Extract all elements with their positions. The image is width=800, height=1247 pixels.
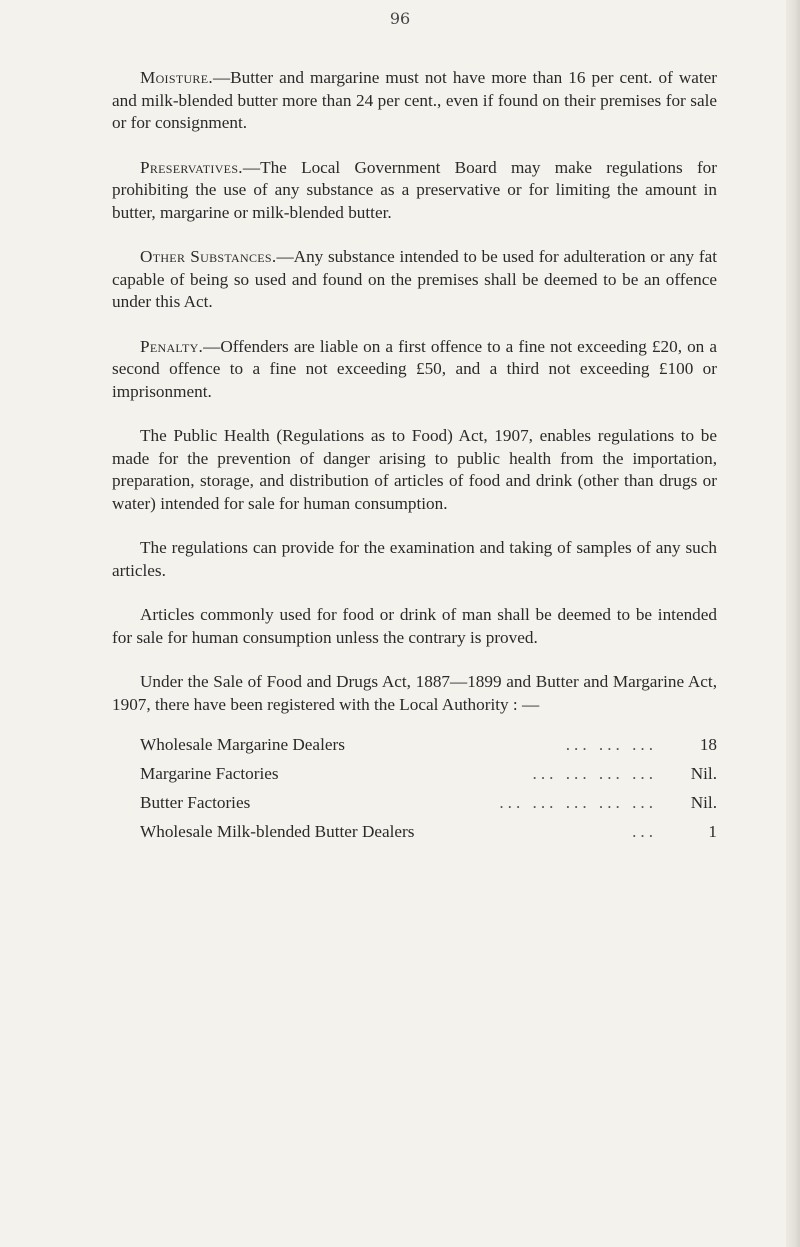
leader-dots: ... ... ... ... — [532, 764, 657, 783]
leader-dots: ... ... ... — [565, 735, 657, 754]
paragraph-text: Under the Sale of Food and Drugs Act, 1887—1899 and Butter and Margarine Act, 1907, there have been registered with the Local Authority : — — [112, 672, 717, 714]
paragraph-heading: Other Substances. — [140, 247, 277, 266]
registration-value: 1 — [708, 822, 717, 841]
paragraph-text: The regulations can provide for the examination and taking of samples of any such articles. — [112, 538, 717, 580]
leader-dots: ... — [632, 822, 657, 841]
registration-row — [140, 821, 717, 850]
page-number: 96 — [389, 9, 411, 28]
paragraph-preservatives — [112, 157, 717, 225]
paragraph-penalty — [112, 336, 717, 404]
registration-row — [140, 734, 717, 763]
registration-row — [140, 792, 717, 821]
registration-label: Wholesale Milk-blended Butter Dealers — [140, 822, 415, 841]
registration-row — [140, 763, 717, 792]
page-body — [112, 67, 717, 850]
registration-label: Butter Factories — [140, 793, 251, 812]
paragraph-other-substances — [112, 246, 717, 314]
registration-list — [112, 734, 717, 850]
page-edge-shadow — [786, 0, 800, 1247]
paragraph-text: —Offenders are liable on a first offence to a fine not exceeding £20, on a second offence to a fine not exceeding £50, and a third not exceeding £100 or imprisonment. — [112, 336, 717, 401]
registration-label: Wholesale Margarine Dealers — [140, 735, 345, 754]
paragraph-text: —Any substance intended to be used for adulteration or any fat capable of being so used and found on the premises shall be deemed to be an offence under this Act. — [112, 247, 717, 311]
leader-dots: ... ... ... ... ... — [499, 793, 657, 812]
paragraph-text: Articles commonly used for food or drink of man shall be deemed to be intended for sale for human consumption unless the contrary is proved. — [112, 605, 717, 647]
paragraph-articles-deemed — [112, 604, 717, 649]
paragraph-heading: Penalty. — [140, 336, 204, 356]
paragraph-text: The Public Health (Regulations as to Food) Act, 1907, enables regulations to be made for the prevention of danger arising to public health from the importation, preparation, storage, and distribution of articles of food and drink (other than drugs or water) intended for sale for human consumption. — [112, 426, 717, 513]
registration-value: Nil. — [690, 793, 717, 812]
paragraph-text: —Butter and margarine must not have more than 16 per cent. of water and milk-blended butter more than 24 per cent., even if found on their premises for sale or for consignment. — [112, 68, 717, 132]
registration-label: Margarine Factories — [140, 764, 279, 783]
paragraph-moisture — [112, 67, 717, 135]
paragraph-heading: Moisture. — [140, 68, 213, 87]
registration-value: 18 — [699, 735, 717, 754]
registration-value: Nil. — [690, 764, 717, 783]
paragraph-text: —The Local Government Board may make regulations for prohibiting the use of any substance as a preservative or for limiting the amount in butter, margarine or milk-blended butter. — [112, 157, 717, 222]
paragraph-heading: Preservatives. — [140, 157, 243, 177]
paragraph-registered — [112, 671, 717, 716]
paragraph-regulations-samples — [112, 537, 717, 582]
paragraph-public-health-act — [112, 425, 717, 515]
